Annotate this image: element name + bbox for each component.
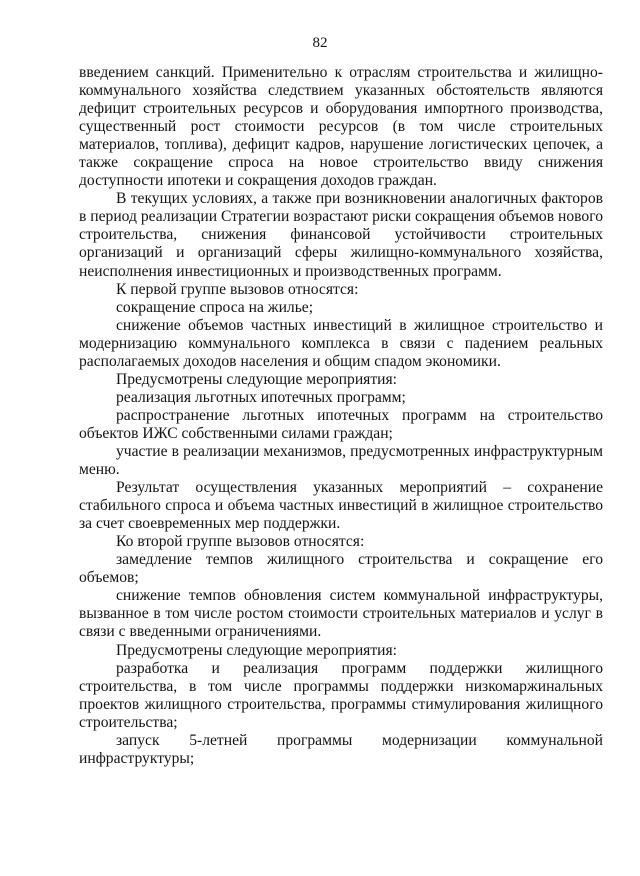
paragraph: Результат осуществления указанных мероприятий – сохранение стабильного спроса и объема частных инвестиций в жилищное строительство за счет своевременных мер поддержки.	[79, 479, 603, 533]
body-text	[79, 64, 603, 768]
paragraph: К первой группе вызовов относятся:	[116, 280, 359, 298]
paragraph: введением санкций. Применительно к отраслям строительства и жилищно-коммунального хозяйства следствием указанных обстоятельств являются дефицит строительных ресурсов и оборудования импортного производства, существенный рост стоимости ресурсов (в том числе строительных материалов, топлива), дефицит кадров, нарушение логистических цепочек, а также сокращение спроса на новое строительство ввиду снижения доступности ипотеки и сокращения доходов граждан.	[79, 64, 603, 190]
page-number: 82	[312, 35, 328, 51]
paragraph: Предусмотрены следующие мероприятия:	[116, 370, 398, 388]
paragraph: снижение темпов обновления систем коммунальной инфраструктуры, вызванное в том числе ростом стоимости строительных материалов и услуг в связи с введенными ограничениями.	[79, 587, 603, 641]
paragraph: участие в реализации механизмов, предусмотренных инфраструктурным меню.	[79, 442, 603, 479]
paragraph: снижение объемов частных инвестиций в жилищное строительство и модернизацию коммунального комплекса в связи с падением реальных располагаемых доходов населения и общим спадом экономики.	[79, 316, 603, 370]
paragraph: запуск 5-летней программы модернизации коммунальной инфраструктуры;	[79, 731, 603, 767]
paragraph: Ко второй группе вызовов относятся:	[116, 533, 365, 551]
paragraph: сокращение спроса на жилье;	[116, 298, 314, 316]
paragraph: замедление темпов жилищного строительства и сокращение его объемов;	[79, 551, 603, 587]
paragraph: В текущих условиях, а также при возникновении аналогичных факторов в период реализации Стратегии возрастают риски сокращения объемов нового строительства, снижения финансовой устойчивости строительных организаций и организаций сферы жилищно-коммунального хозяйства, неисполнения инвестиционных и производственных программ.	[79, 190, 603, 280]
paragraph: Предусмотрены следующие мероприятия:	[116, 641, 398, 659]
paragraph: распространение льготных ипотечных программ на строительство объектов ИЖС собственными силами граждан;	[79, 406, 603, 442]
paragraph: разработка и реализация программ поддержки жилищного строительства, в том числе программы поддержки низкомаржинальных проектов жилищного строительства, программы стимулирования жилищного строительства;	[79, 659, 603, 731]
paragraph: реализация льготных ипотечных программ;	[116, 388, 406, 406]
